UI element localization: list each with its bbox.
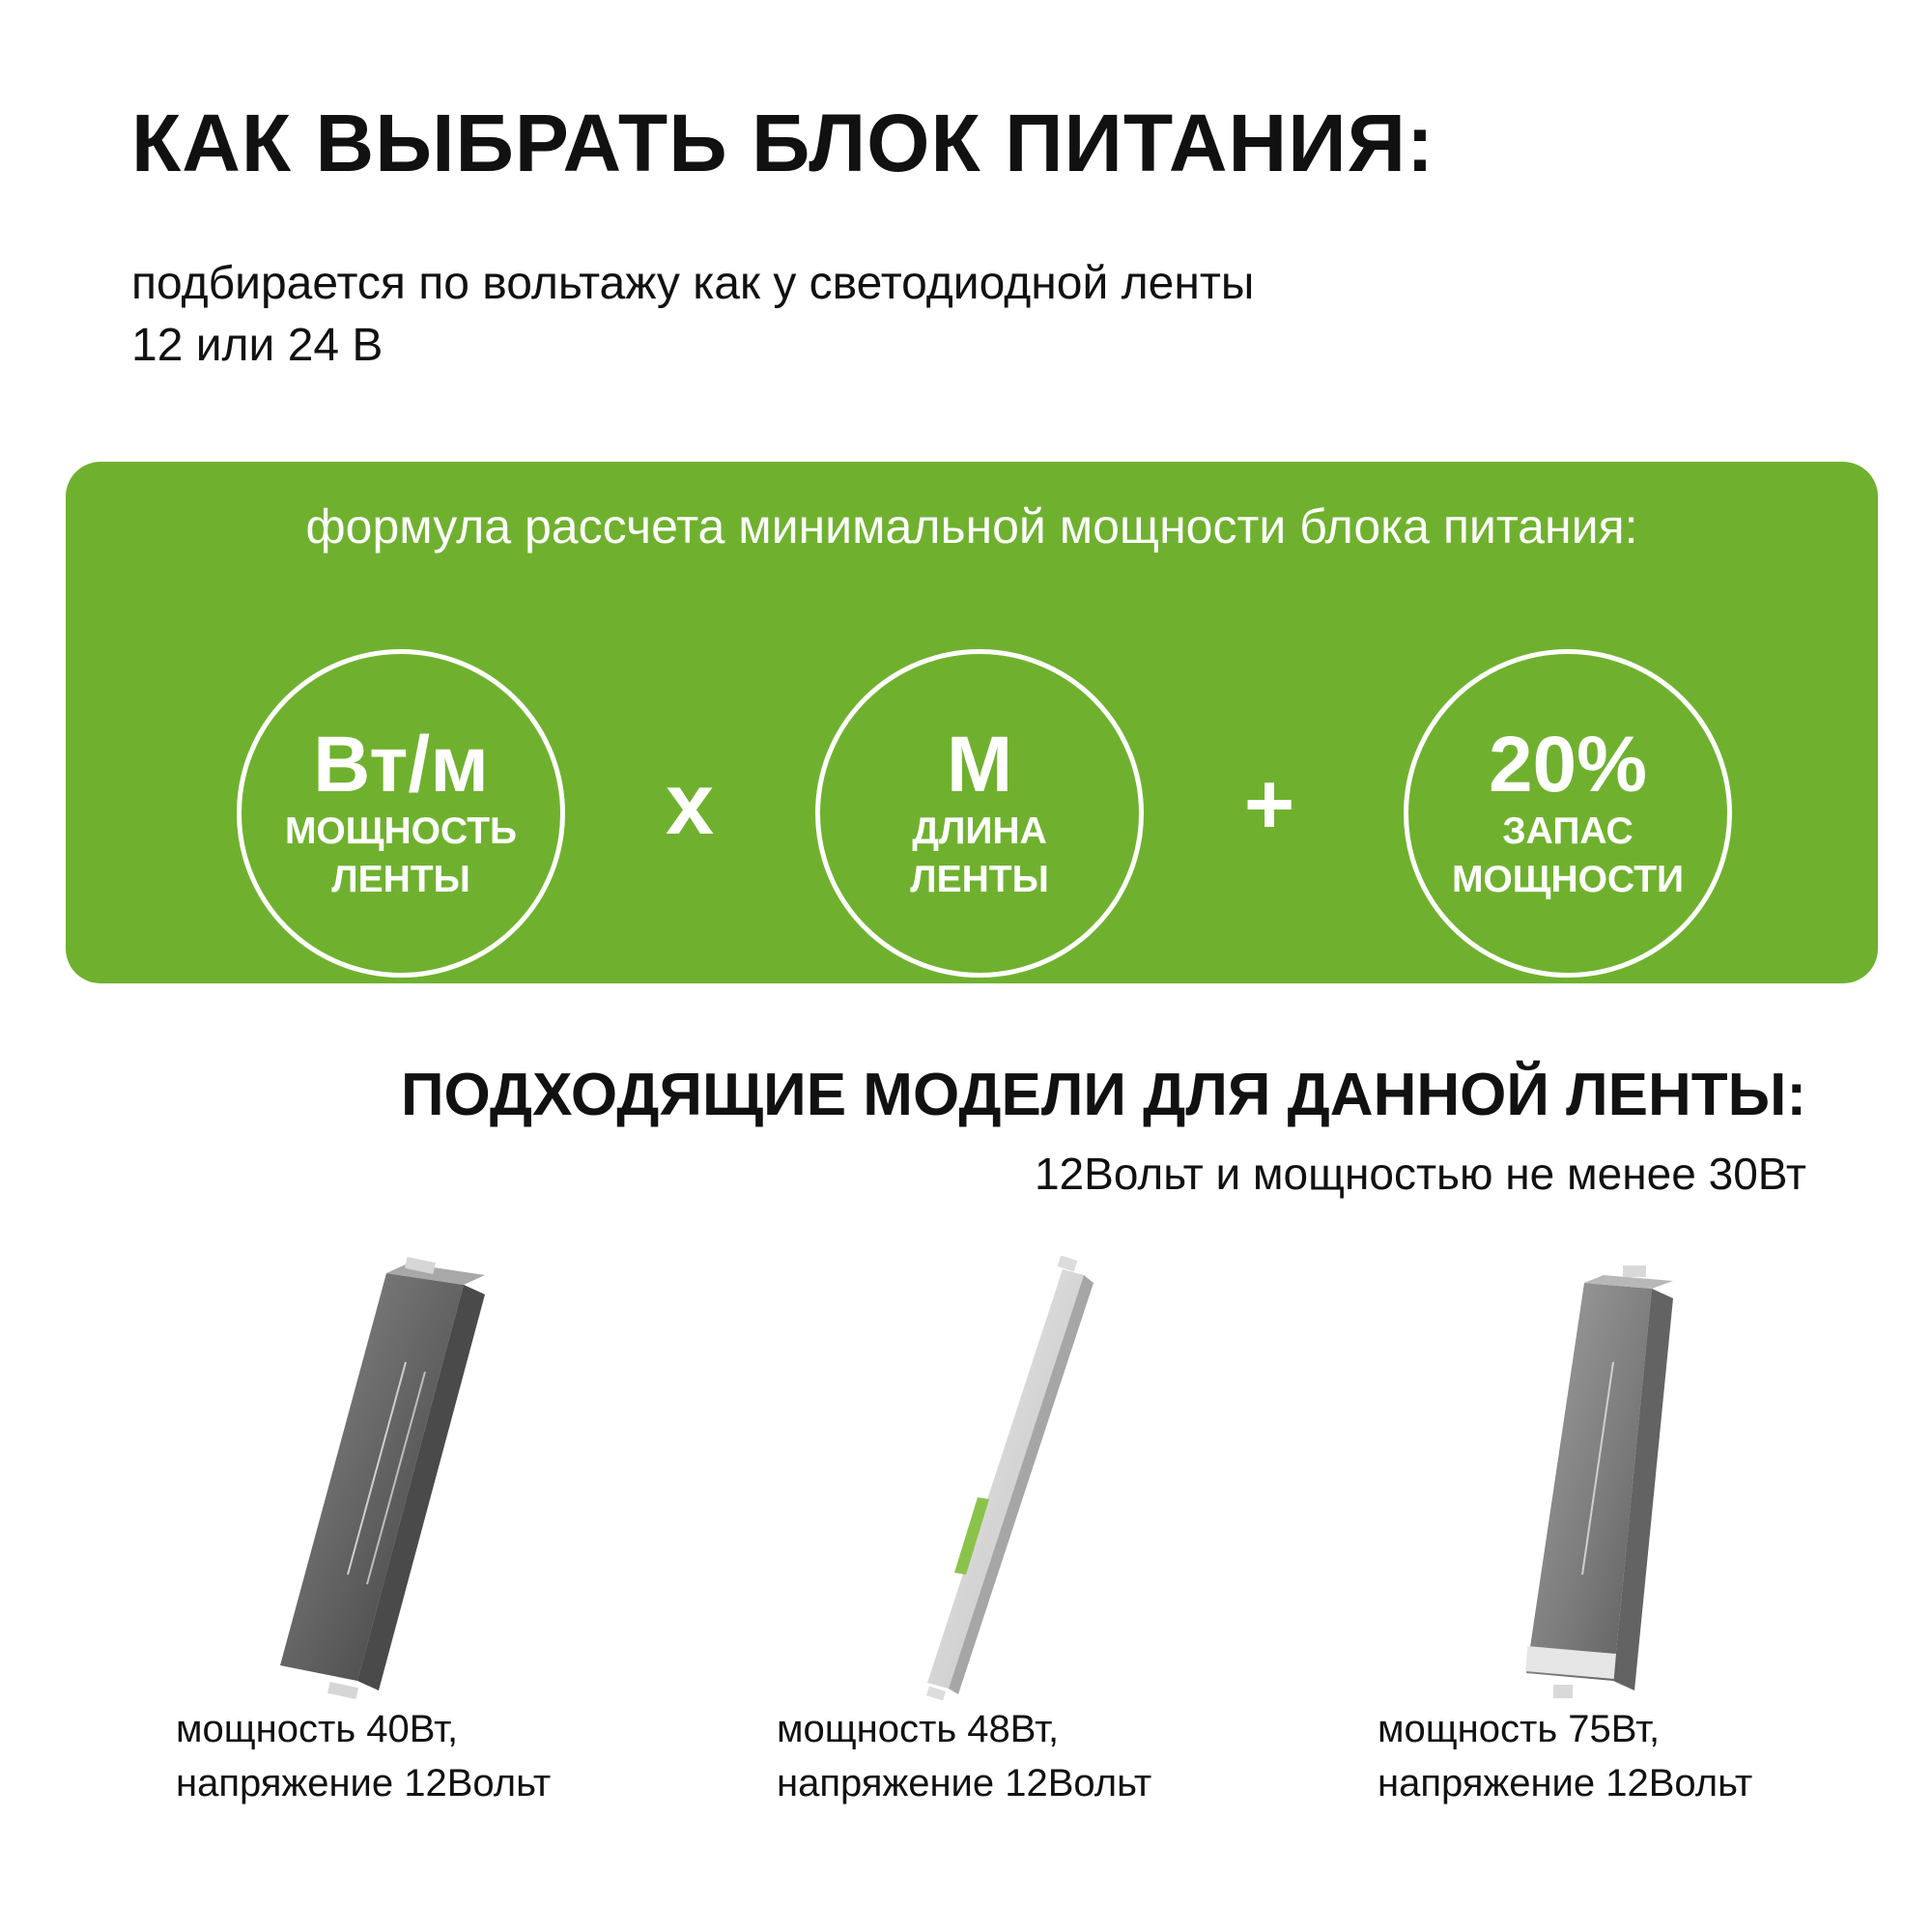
formula-panel: [66, 462, 1878, 983]
models-title: ПОДХОДЯЩИЕ МОДЕЛИ ДЛЯ ДАННОЙ ЛЕНТЫ:: [400, 1062, 1806, 1128]
term-symbol: Вт/м: [313, 721, 489, 809]
caption-voltage: напряжение 12Вольт: [176, 1762, 552, 1804]
term-label-line-1: ДЛИНА: [912, 810, 1047, 852]
term-label-line-2: ЛЕНТЫ: [331, 859, 470, 900]
caption-voltage: напряжение 12Вольт: [777, 1762, 1152, 1804]
term-symbol: 20%: [1488, 721, 1648, 809]
term-label-line-1: ЗАПАС: [1502, 810, 1634, 852]
caption-power: мощность 75Вт,: [1378, 1708, 1661, 1750]
power-supply-illustration: [261, 1256, 512, 1700]
term-label-line-2: МОЩНОСТИ: [1451, 859, 1685, 900]
caption-power: мощность 48Вт,: [777, 1708, 1060, 1750]
power-supply-image-48w: [869, 1256, 1121, 1700]
model-caption-75w: [1378, 1702, 1752, 1810]
power-supply-illustration: [869, 1256, 1121, 1700]
formula-heading: формула рассчета минимальной мощности блока питания:: [305, 499, 1638, 554]
subtitle-line-1: подбирается по вольтажу как у светодиодной ленты: [131, 258, 1255, 309]
formula-term-length: [815, 649, 1144, 978]
caption-voltage: напряжение 12Вольт: [1378, 1762, 1753, 1804]
caption-power: мощность 40Вт,: [176, 1708, 459, 1750]
page-subtitle: [131, 253, 1254, 377]
formula-term-reserve: [1404, 649, 1732, 978]
models-subtitle: 12Вольт и мощностью не менее 30Вт: [1034, 1149, 1806, 1199]
term-symbol: М: [946, 721, 1013, 809]
page-title: КАК ВЫБРАТЬ БЛОК ПИТАНИЯ:: [131, 98, 1435, 188]
subtitle-line-2: 12 или 24 В: [131, 320, 384, 371]
model-caption-40w: [176, 1702, 551, 1810]
plus-operator: +: [1243, 756, 1295, 853]
term-label-line-1: МОЩНОСТЬ: [284, 810, 518, 852]
power-supply-image-75w: [1468, 1256, 1719, 1700]
formula-term-power-per-meter: [237, 649, 565, 978]
model-caption-48w: [777, 1702, 1151, 1810]
power-supply-image-40w: [261, 1256, 512, 1700]
term-label-line-2: ЛЕНТЫ: [910, 859, 1049, 900]
multiply-operator: x: [665, 756, 715, 853]
power-supply-illustration: [1468, 1256, 1719, 1700]
